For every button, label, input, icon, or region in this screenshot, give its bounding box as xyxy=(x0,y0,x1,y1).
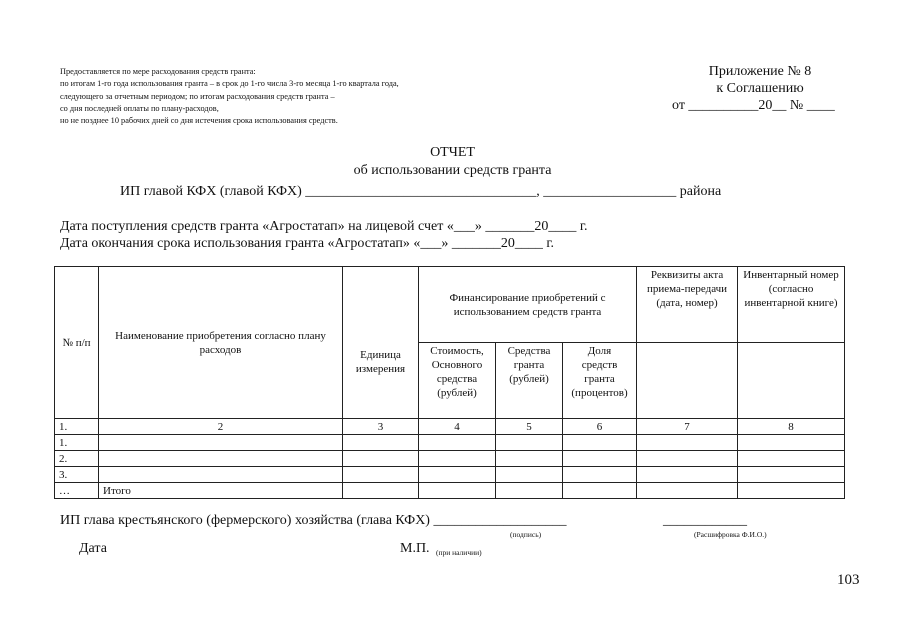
column-number: 3 xyxy=(343,419,419,435)
row-num: 2. xyxy=(55,451,99,467)
header-financing: Финансирование приобретений с использованием средств гранта xyxy=(419,267,637,343)
total-label: Итого xyxy=(99,483,343,499)
stamp-note: (при наличии) xyxy=(436,548,482,557)
holder-line: ИП главой КФХ (главой КФХ) _________________________________, ___________________ района xyxy=(120,184,722,199)
note-line: со дня последней оплаты по плану-расходов, xyxy=(60,103,219,113)
appendix-line-2: к Соглашению xyxy=(716,81,804,96)
header-num: № п/п xyxy=(55,267,99,419)
row-num: 3. xyxy=(55,467,99,483)
column-number: 7 xyxy=(637,419,738,435)
header-inventory: Инвентарный номер (согласно инвентарной книге) xyxy=(738,267,845,343)
row-num: 1. xyxy=(55,435,99,451)
header-unit: Единица измерения xyxy=(343,267,419,419)
row-name[interactable] xyxy=(99,435,343,451)
report-subtitle: об использовании средств гранта xyxy=(353,163,552,178)
total-row xyxy=(55,483,845,499)
page-number: 103 xyxy=(837,572,860,588)
report-title: ОТЧЕТ xyxy=(430,145,475,160)
note-line: следующего за отчетным периодом; по итогам расходования средств гранта – xyxy=(60,91,335,101)
decode-caption: (Расшифровка Ф.И.О.) xyxy=(694,530,767,539)
signature-line: ИП глава крестьянского (фермерского) хозяйства (глава КФХ) ___________________ xyxy=(60,513,567,528)
column-number: 2 xyxy=(99,419,343,435)
table-row xyxy=(55,451,845,467)
column-number: 8 xyxy=(738,419,845,435)
end-date-line: Дата окончания срока использования гранта «Агростатап» «___» _______20____ г. xyxy=(60,236,555,251)
date-label: Дата xyxy=(79,541,107,556)
header-act-empty xyxy=(637,343,738,419)
table-row xyxy=(55,435,845,451)
column-number: 1. xyxy=(55,419,99,435)
appendix-line-3: от __________20__ № ____ xyxy=(672,98,835,113)
column-number: 5 xyxy=(496,419,563,435)
row-name[interactable] xyxy=(99,467,343,483)
note-line: Предоставляется по мере расходования средств гранта: xyxy=(60,67,256,76)
column-number: 6 xyxy=(563,419,637,435)
submission-note xyxy=(60,66,399,127)
note-line: по итогам 1-го года использования гранта – в срок до 1-го числа 3-го месяца 1-го квартала года, xyxy=(60,79,399,89)
header-name: Наименование приобретения согласно плану расходов xyxy=(99,267,343,419)
received-date-line: Дата поступления средств гранта «Агростатап» на лицевой счет «___» _______20____ г. xyxy=(60,219,588,234)
column-number: 4 xyxy=(419,419,496,435)
table-row xyxy=(55,467,845,483)
header-act: Реквизиты акта приема-передачи (дата, номер) xyxy=(637,267,738,343)
stamp-label: М.П. xyxy=(400,541,430,556)
decode-line: ____________ xyxy=(663,513,747,528)
note-line: но не позднее 10 рабочих дней со дня истечения срока использования средств. xyxy=(60,116,338,126)
column-numbers-row xyxy=(55,419,845,435)
header-grant-funds: Средства гранта (рублей) xyxy=(496,343,563,419)
header-cost: Стоимость, Основного средства (рублей) xyxy=(419,343,496,419)
report-table xyxy=(54,266,845,499)
signature-caption: (подпись) xyxy=(510,530,542,539)
row-name[interactable] xyxy=(99,451,343,467)
appendix-line-1: Приложение № 8 xyxy=(708,64,812,79)
header-inventory-empty xyxy=(738,343,845,419)
header-share: Доля средств гранта (процентов) xyxy=(563,343,637,419)
row-num: … xyxy=(55,483,99,499)
